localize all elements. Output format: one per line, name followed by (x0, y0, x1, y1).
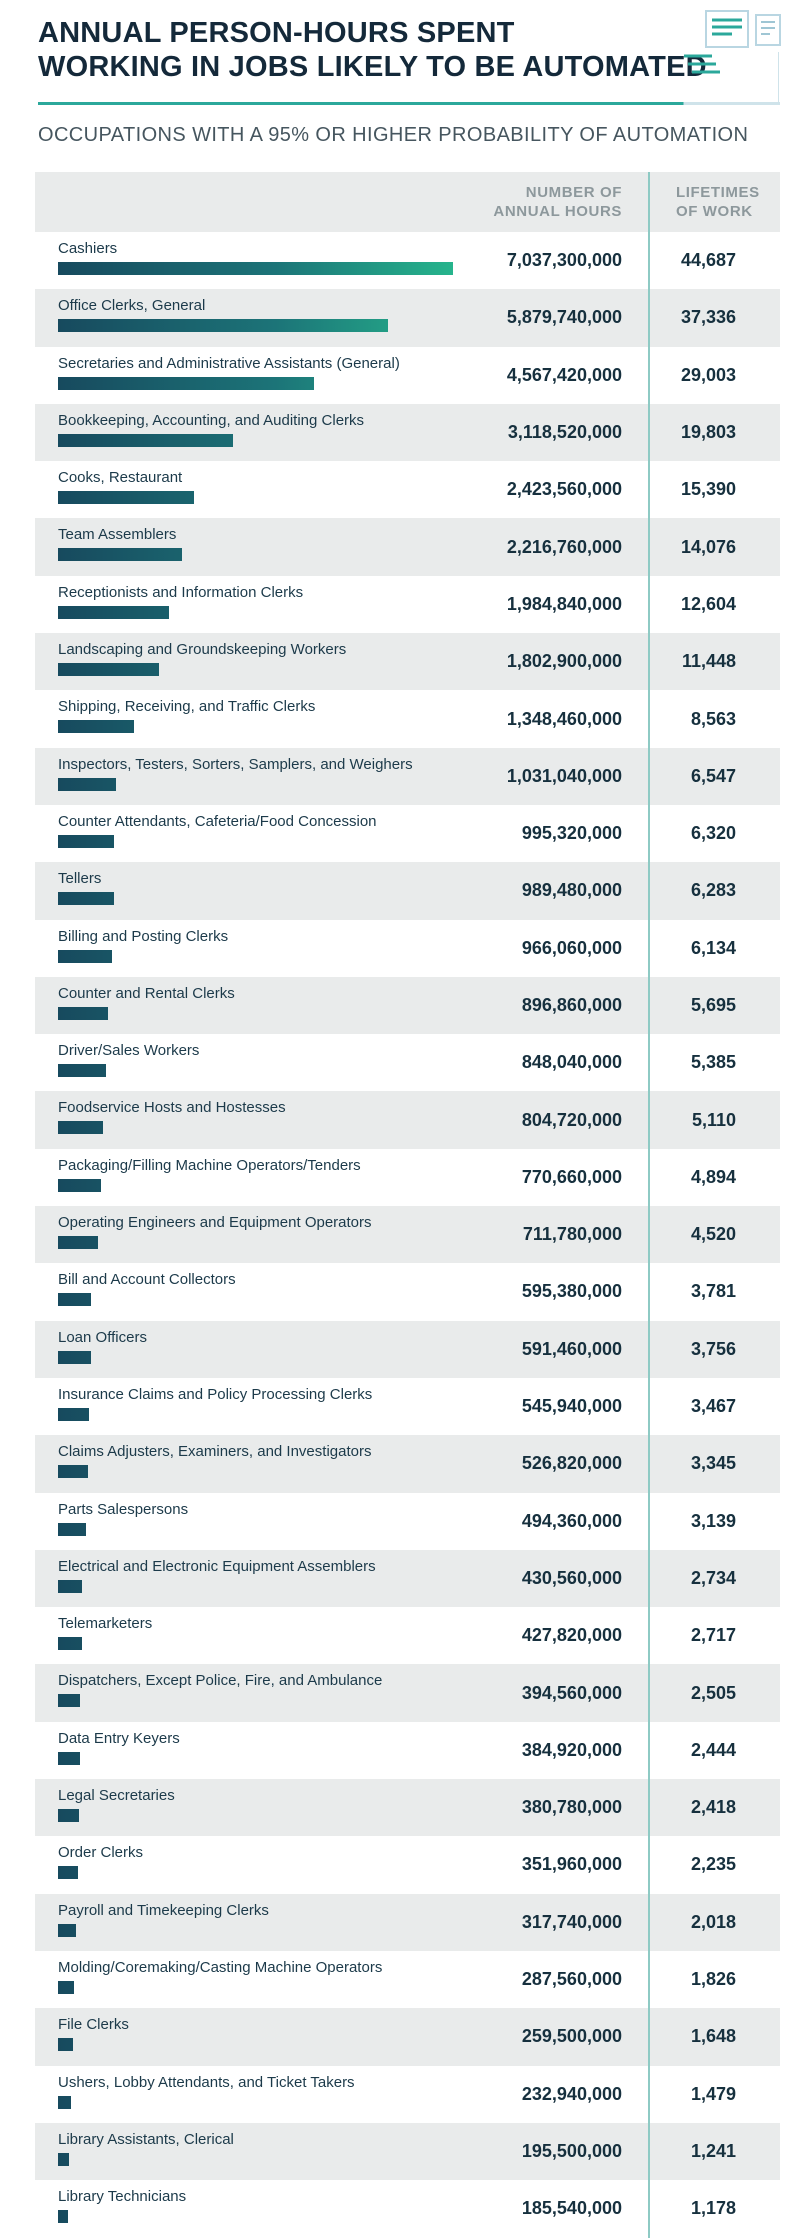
occupation-label: Claims Adjusters, Examiners, and Investigators (58, 1443, 372, 1461)
occupation-label: Telemarketers (58, 1615, 153, 1633)
annual-hours-value: 259,500,000 (521, 2026, 622, 2047)
table-row (35, 576, 780, 633)
lifetimes-value: 3,467 (690, 1396, 736, 1417)
hours-bar (58, 950, 112, 963)
annual-hours-value: 427,820,000 (521, 1625, 622, 1646)
occupation-cell (58, 1493, 458, 1536)
occupation-label: Electrical and Electronic Equipment Assemblers (58, 1557, 376, 1575)
table-row (35, 289, 780, 346)
occupation-cell (58, 232, 458, 275)
annual-hours-value: 770,660,000 (521, 1166, 622, 1187)
hours-bar (58, 377, 314, 390)
table-row (35, 404, 780, 461)
table-row (35, 1091, 780, 1148)
occupation-cell (58, 920, 458, 963)
table-row (35, 977, 780, 1034)
lifetimes-value: 4,894 (690, 1166, 736, 1187)
table-row (35, 748, 780, 805)
page-title-line1: ANNUAL PERSON-HOURS SPENT (38, 17, 515, 49)
occupation-cell (58, 347, 458, 390)
hours-bar (58, 1236, 98, 1249)
hours-bar (58, 262, 453, 275)
hours-bar (58, 491, 194, 504)
annual-hours-value: 848,040,000 (521, 1052, 622, 1073)
hours-bar (58, 1752, 80, 1765)
lifetimes-value: 1,648 (690, 2026, 736, 2047)
table-row (35, 690, 780, 747)
hours-bar (58, 1179, 101, 1192)
hours-bar (58, 1924, 76, 1937)
table-row (35, 1149, 780, 1206)
annual-hours-value: 317,740,000 (521, 1911, 622, 1932)
occupation-label: Packaging/Filling Machine Operators/Tenders (58, 1156, 361, 1174)
occupation-cell (58, 748, 458, 791)
occupation-label: Bill and Account Collectors (58, 1271, 236, 1289)
lifetimes-value: 2,505 (690, 1682, 736, 1703)
annual-hours-value: 526,820,000 (521, 1453, 622, 1474)
annual-hours-value: 711,780,000 (522, 1224, 622, 1245)
occupation-label: Ushers, Lobby Attendants, and Ticket Takers (58, 2073, 355, 2091)
annual-hours-value: 2,423,560,000 (506, 479, 622, 500)
occupation-label: Library Technicians (58, 2188, 187, 2206)
hours-bar (58, 835, 114, 848)
lifetimes-value: 1,241 (690, 2140, 736, 2161)
occupation-label: Tellers (58, 870, 102, 888)
table-row (35, 1378, 780, 1435)
annual-hours-value: 351,960,000 (521, 1854, 622, 1875)
annual-hours-value: 896,860,000 (521, 995, 622, 1015)
lifetimes-value: 29,003 (680, 364, 736, 385)
table-row (35, 1321, 780, 1378)
occupation-cell (58, 1091, 458, 1134)
lifetimes-value: 1,826 (690, 1969, 736, 1990)
table-row (35, 805, 780, 862)
lifetimes-value: 3,781 (690, 1281, 736, 1302)
table-row (35, 1550, 780, 1607)
annual-hours-value: 595,380,000 (521, 1281, 622, 1302)
lifetimes-value: 5,385 (690, 1052, 736, 1073)
hours-bar (58, 2096, 71, 2109)
occupation-cell (58, 518, 458, 561)
table-body (35, 232, 780, 2237)
table-row (35, 1779, 780, 1836)
occupation-cell (58, 1435, 458, 1478)
occupation-cell (58, 2066, 458, 2109)
hours-bar (58, 1121, 103, 1134)
hours-bar (58, 720, 134, 733)
hours-bar (58, 1809, 79, 1822)
occupation-cell (58, 1321, 458, 1364)
occupation-label: Dispatchers, Except Police, Fire, and Ambulance (58, 1672, 383, 1690)
hours-bar (58, 2038, 73, 2051)
hours-bar (58, 2153, 69, 2166)
hours-bar (58, 1064, 106, 1077)
annual-hours-value: 380,780,000 (521, 1797, 622, 1818)
page-subtitle: OCCUPATIONS WITH A 95% OR HIGHER PROBABILITY OF AUTOMATION (38, 124, 749, 146)
occupation-label: Bookkeeping, Accounting, and Auditing Clerks (58, 411, 365, 429)
occupation-label: Cashiers (58, 240, 118, 257)
occupation-label: Parts Salespersons (58, 1500, 189, 1518)
occupation-cell (58, 805, 458, 848)
hours-bar (58, 434, 233, 447)
annual-hours-value: 1,802,900,000 (506, 651, 622, 672)
occupation-cell (58, 1378, 458, 1421)
occupation-cell (58, 1206, 458, 1249)
lifetimes-value: 3,756 (690, 1338, 736, 1359)
col-header-annual-hours: NUMBER OF ANNUAL HOURS (493, 183, 622, 220)
table-row (35, 1206, 780, 1263)
hours-bar (58, 1981, 74, 1994)
page-title-line2: WORKING IN JOBS LIKELY TO BE AUTOMATED (38, 51, 707, 84)
occupation-label: Counter and Rental Clerks (58, 984, 235, 1002)
occupation-label: Secretaries and Administrative Assistants (General) (58, 354, 400, 372)
lifetimes-value: 2,018 (690, 1911, 736, 1932)
table-row (35, 1493, 780, 1550)
occupation-cell (58, 1263, 458, 1306)
occupation-label: Insurance Claims and Policy Processing Clerks (58, 1385, 373, 1403)
annual-hours-value: 1,348,460,000 (506, 708, 622, 729)
lifetimes-value: 12,604 (680, 593, 736, 614)
documents-illustration (682, 6, 786, 85)
table-row (35, 232, 780, 289)
occupation-label: Order Clerks (58, 1844, 144, 1862)
annual-hours-value: 195,500,000 (521, 2140, 622, 2161)
annual-hours-value: 545,940,000 (521, 1396, 622, 1417)
hours-bar (58, 1007, 108, 1020)
annual-hours-value: 1,031,040,000 (506, 765, 622, 786)
table-row (35, 1435, 780, 1492)
occupation-cell (58, 1149, 458, 1192)
occupation-label: Shipping, Receiving, and Traffic Clerks (58, 698, 316, 716)
lifetimes-value: 15,390 (680, 479, 736, 500)
occupation-cell (58, 1836, 458, 1879)
hours-bar (58, 1351, 91, 1364)
hours-bar (58, 1694, 80, 1707)
lifetimes-value: 2,235 (690, 1854, 736, 1875)
hours-bar (58, 663, 159, 676)
hours-bar (58, 1408, 89, 1421)
table-row (35, 1722, 780, 1779)
hours-bar (58, 548, 182, 561)
table-row (35, 347, 780, 404)
occupation-label: Library Assistants, Clerical (58, 2130, 234, 2148)
annual-hours-value: 989,480,000 (521, 880, 622, 901)
annual-hours-value: 494,360,000 (521, 1510, 622, 1531)
occupation-cell (58, 977, 458, 1020)
occupation-label: Receptionists and Information Clerks (58, 583, 304, 601)
occupation-label: Billing and Posting Clerks (58, 927, 229, 945)
occupation-cell (58, 1722, 458, 1765)
occupation-label: Operating Engineers and Equipment Operators (58, 1214, 372, 1232)
occupation-label: Foodservice Hosts and Hostesses (58, 1099, 286, 1117)
hours-bar (58, 778, 116, 791)
occupation-cell (58, 862, 458, 905)
table-row (35, 461, 780, 518)
lifetimes-value: 4,520 (690, 1224, 736, 1245)
lifetimes-value: 11,448 (681, 651, 736, 672)
annual-hours-value: 185,540,000 (521, 2198, 622, 2219)
annual-hours-value: 287,560,000 (521, 1969, 622, 1990)
lifetimes-value: 6,283 (690, 880, 736, 901)
annual-hours-value: 5,879,740,000 (506, 307, 622, 328)
occupation-cell (58, 1951, 458, 1994)
occupation-cell (58, 1607, 458, 1650)
table-row (35, 1263, 780, 1320)
table-row (35, 2180, 780, 2237)
hours-bar (58, 1637, 82, 1650)
hours-bar (58, 1465, 88, 1478)
table-row (35, 1664, 780, 1721)
occupation-label: Molding/Coremaking/Casting Machine Operators (58, 1958, 383, 1976)
annual-hours-value: 995,320,000 (521, 823, 622, 844)
annual-hours-value: 394,560,000 (521, 1682, 622, 1703)
table-row (35, 1836, 780, 1893)
occupation-cell (58, 461, 458, 504)
lifetimes-value: 6,320 (690, 823, 736, 844)
hours-bar (58, 1523, 86, 1536)
table-row (35, 1951, 780, 2008)
lifetimes-value: 37,336 (680, 307, 736, 328)
annual-hours-value: 232,940,000 (521, 2083, 622, 2104)
occupation-label: Legal Secretaries (58, 1787, 175, 1805)
lifetimes-value: 5,695 (690, 995, 736, 1015)
table-row (35, 2123, 780, 2180)
lifetimes-value: 1,479 (690, 2083, 736, 2104)
column-divider (648, 172, 650, 2238)
annual-hours-value: 3,118,520,000 (507, 422, 622, 443)
data-table (35, 172, 780, 2238)
annual-hours-value: 591,460,000 (521, 1338, 622, 1359)
occupation-label: Counter Attendants, Cafeteria/Food Concession (58, 812, 377, 830)
occupation-cell (58, 2180, 458, 2223)
lifetimes-value: 6,547 (690, 765, 736, 786)
occupation-cell (58, 404, 458, 447)
table-row (35, 518, 780, 575)
table-row (35, 1034, 780, 1091)
annual-hours-value: 430,560,000 (521, 1567, 622, 1588)
lifetimes-value: 14,076 (680, 536, 736, 557)
lifetimes-value: 2,717 (690, 1625, 736, 1646)
hours-bar (58, 1580, 82, 1593)
annual-hours-value: 2,216,760,000 (506, 536, 622, 557)
annual-hours-value: 804,720,000 (521, 1109, 622, 1130)
occupation-cell (58, 1894, 458, 1937)
occupation-label: Office Clerks, General (58, 297, 206, 315)
occupation-label: File Clerks (58, 2016, 129, 2034)
hours-bar (58, 2210, 68, 2223)
occupation-cell (58, 633, 458, 676)
annual-hours-value: 966,060,000 (521, 937, 622, 958)
table-row (35, 633, 780, 690)
occupation-label: Driver/Sales Workers (58, 1042, 200, 1060)
table-row (35, 2008, 780, 2065)
lifetimes-value: 1,178 (690, 2198, 736, 2219)
col-header-lifetimes: LIFETIMES OF WORK (676, 183, 760, 220)
occupation-cell (58, 1550, 458, 1593)
lifetimes-value: 3,345 (690, 1453, 736, 1474)
table-row (35, 2066, 780, 2123)
occupation-cell (58, 2123, 458, 2166)
occupation-cell (58, 1664, 458, 1707)
page-title (38, 16, 707, 84)
annual-hours-value: 7,037,300,000 (506, 250, 622, 271)
occupation-label: Team Assemblers (58, 526, 177, 544)
lifetimes-value: 3,139 (690, 1510, 736, 1531)
table-row (35, 862, 780, 919)
annual-hours-value: 1,984,840,000 (506, 593, 622, 614)
hours-bar (58, 1866, 78, 1879)
lifetimes-value: 19,803 (680, 422, 736, 443)
lifetimes-value: 2,418 (690, 1797, 736, 1818)
table-row (35, 1607, 780, 1664)
occupation-label: Payroll and Timekeeping Clerks (58, 1901, 269, 1919)
title-underline-rule (38, 102, 780, 105)
lifetimes-value: 8,563 (690, 708, 736, 729)
table-row (35, 920, 780, 977)
hours-bar (58, 319, 388, 332)
annual-hours-value: 4,567,420,000 (506, 364, 622, 385)
lifetimes-value: 2,444 (690, 1739, 736, 1760)
occupation-label: Data Entry Keyers (58, 1729, 180, 1747)
occupation-label: Inspectors, Testers, Sorters, Samplers, and Weighers (58, 755, 413, 773)
documents-papers-icon (682, 6, 786, 80)
occupation-cell (58, 2008, 458, 2051)
table-row (35, 1894, 780, 1951)
occupation-cell (58, 576, 458, 619)
lifetimes-value: 5,110 (691, 1109, 736, 1130)
annual-hours-value: 384,920,000 (521, 1739, 622, 1760)
lifetimes-value: 2,734 (690, 1567, 736, 1588)
lifetimes-value: 6,134 (690, 937, 736, 958)
table-header-row (35, 172, 780, 232)
hours-bar (58, 1293, 91, 1306)
lifetimes-value: 44,687 (680, 250, 736, 271)
occupation-label: Cooks, Restaurant (58, 469, 183, 487)
hours-bar (58, 606, 169, 619)
occupation-cell (58, 690, 458, 733)
hours-bar (58, 892, 114, 905)
occupation-cell (58, 1779, 458, 1822)
occupation-cell (58, 1034, 458, 1077)
occupation-cell (58, 289, 458, 332)
occupation-label: Landscaping and Groundskeeping Workers (58, 641, 347, 659)
decorative-connector-line (778, 52, 779, 102)
occupation-label: Loan Officers (58, 1328, 147, 1346)
